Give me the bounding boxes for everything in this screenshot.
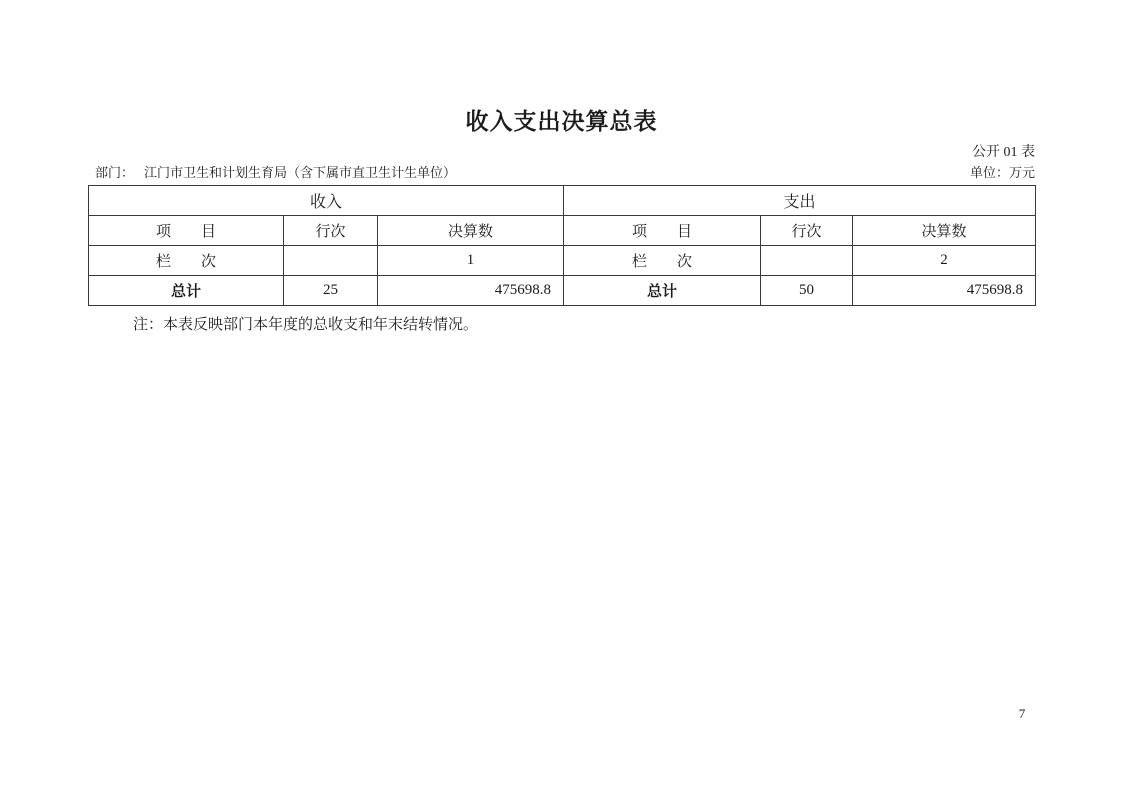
meta-line — [88, 164, 1035, 181]
unit-label: 单位：万元 — [969, 165, 1035, 180]
expenditure-col-header-amount: 决算数 — [853, 216, 1036, 246]
income-total-label: 总计 — [89, 276, 284, 306]
expenditure-index-line-no — [761, 246, 853, 276]
column-index-row — [89, 246, 1036, 276]
table-note: 注：本表反映部门本年度的总收支和年末结转情况。 — [133, 317, 479, 333]
section-header-income: 收入 — [89, 186, 564, 216]
expenditure-total-amount: 475698.8 — [853, 276, 1036, 306]
income-index-amount: 1 — [378, 246, 564, 276]
income-total-line-no: 25 — [284, 276, 378, 306]
income-index-line-no — [284, 246, 378, 276]
expenditure-index-amount: 2 — [853, 246, 1036, 276]
income-col-header-line-no: 行次 — [284, 216, 378, 246]
column-header-row — [89, 216, 1036, 246]
income-total-amount: 475698.8 — [378, 276, 564, 306]
income-index-item: 栏 次 — [89, 246, 284, 276]
expenditure-total-line-no: 50 — [761, 276, 853, 306]
section-header-row — [89, 186, 1036, 216]
department-label: 部门： — [95, 165, 135, 180]
expenditure-index-item: 栏 次 — [564, 246, 761, 276]
expenditure-total-label: 总计 — [564, 276, 761, 306]
income-col-header-item: 项 目 — [89, 216, 284, 246]
section-header-expenditure: 支出 — [564, 186, 1036, 216]
income-col-header-amount: 决算数 — [378, 216, 564, 246]
total-row — [89, 276, 1036, 306]
page-number: 7 — [1018, 706, 1026, 721]
expenditure-col-header-item: 项 目 — [564, 216, 761, 246]
department-value: 江门市卫生和计划生育局（含下属市直卫生计生单位） — [144, 165, 457, 180]
page-title: 收入支出决算总表 — [465, 109, 658, 134]
expenditure-col-header-line-no: 行次 — [761, 216, 853, 246]
form-code: 公开 01 表 — [972, 145, 1035, 160]
summary-table — [88, 185, 1036, 306]
